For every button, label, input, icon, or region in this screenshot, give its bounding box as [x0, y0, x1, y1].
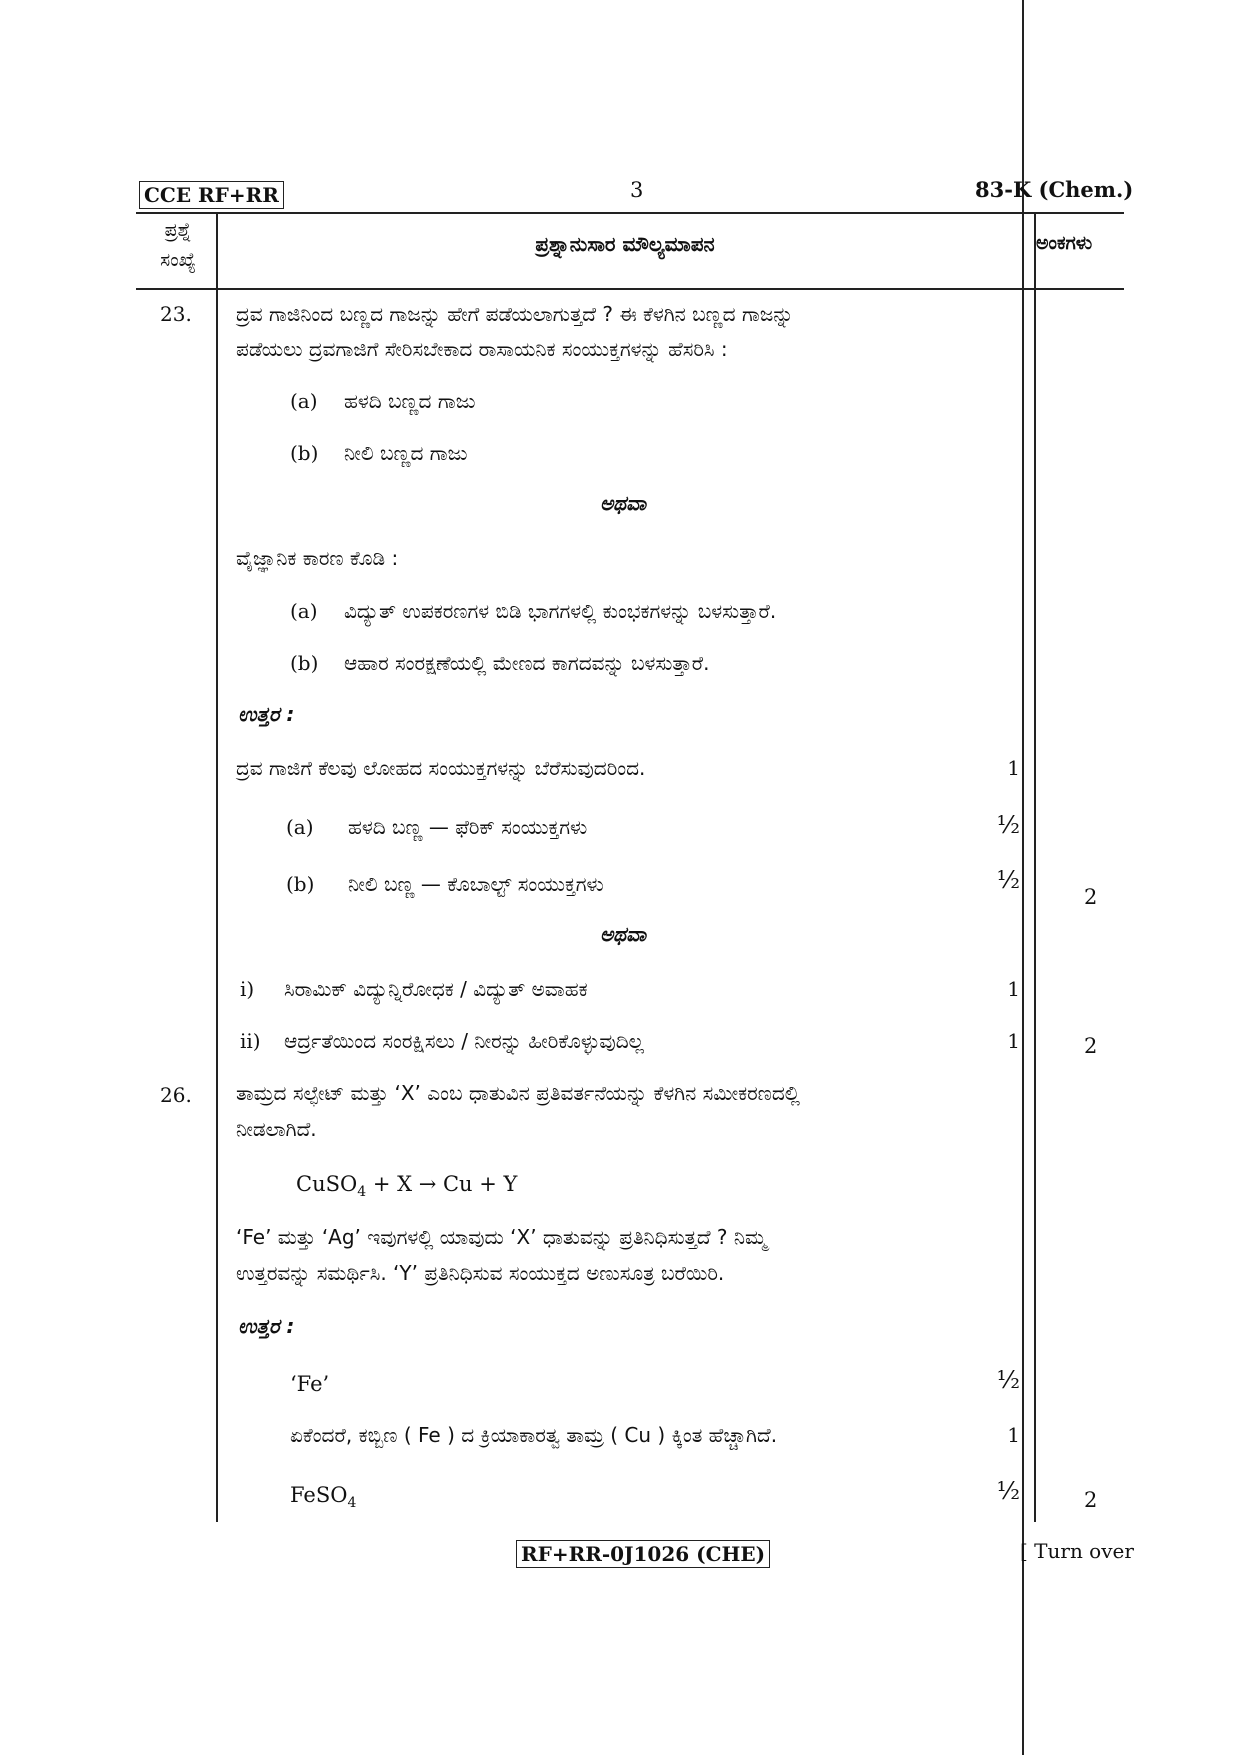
q23-answer-a-label: (a) — [286, 815, 314, 839]
q26-answer-3 — [290, 1481, 356, 1517]
q26-question-line3: ‘Fe’ ಮತ್ತು ‘Ag’ ಇವುಗಳಲ್ಲಿ ಯಾವುದು ‘X’ ಧಾತುವನ್ನು ಪ್ರತಿನಿಧಿಸುತ್ತದೆ ? ನಿಮ್ಮ — [236, 1225, 767, 1249]
header-code-box: CCE RF+RR — [139, 181, 284, 209]
q23-answer-b-mark: ½ — [996, 866, 1020, 894]
q26-answer-1: ‘Fe’ — [290, 1372, 330, 1396]
q23-alt-answer-ii: ಆರ್ದ್ರತೆಯಿಂದ ಸಂರಕ್ಷಿಸಲು / ನೀರನ್ನು ಹೀರಿಕೊಳ್ಳುವುದಿಲ್ಲ — [284, 1029, 644, 1053]
equation-rest: + X → Cu + Y — [372, 1172, 518, 1196]
q26-question-line4: ಉತ್ತರವನ್ನು ಸಮರ್ಥಿಸಿ. ‘Y’ ಪ್ರತಿನಿಧಿಸುವ ಸಂಯುಕ್ತದ ಅಣುಸೂತ್ರ ಬರೆಯಿರಿ. — [236, 1261, 725, 1285]
table-header-bottom-border — [136, 288, 1124, 290]
equation-subscript: 4 — [357, 1184, 367, 1200]
answer-formula-subscript: 4 — [347, 1495, 357, 1511]
q26-answer-label: ಉತ್ತರ : — [238, 1314, 295, 1338]
q26-answer-1-mark: ½ — [996, 1366, 1020, 1394]
table-top-border — [136, 212, 1124, 214]
q26-equation — [296, 1170, 517, 1206]
q23-answer-main-mark: 1 — [1007, 756, 1020, 780]
q23-answer-b: ನೀಲಿ ಬಣ್ಣ — ಕೊಬಾಲ್ಟ್ ಸಂಯುಕ್ತಗಳು — [348, 872, 604, 896]
q23-or-1: ಅಥವಾ — [600, 491, 646, 515]
q26-answer-2-mark: 1 — [1007, 1423, 1020, 1447]
page-number: 3 — [630, 178, 644, 202]
turn-over-label: [ Turn over — [1020, 1539, 1134, 1563]
header-subject-code: 83-K (Chem.) — [975, 177, 1134, 202]
col-evaluation-header: ಪ್ರಶ್ನಾನುಸಾರ ಮೌಲ್ಯಮಾಪನ — [535, 232, 715, 256]
q23-alt-question: ವೈಜ್ಞಾನಿಕ ಕಾರಣ ಕೊಡಿ : — [236, 546, 399, 570]
q23-alt-answer-i-mark: 1 — [1007, 977, 1020, 1001]
q26-question-line1: ತಾಮ್ರದ ಸಲ್ಫೇಟ್ ಮತ್ತು ‘X’ ಎಂಬ ಧಾತುವಿನ ಪ್ರತಿವರ್ತನೆಯನ್ನು ಕೆಳಗಿನ ಸಮೀಕರಣದಲ್ಲಿ — [236, 1081, 800, 1105]
q23-alt-answer-ii-label: ii) — [240, 1029, 261, 1053]
q23-opt-b: ನೀಲಿ ಬಣ್ಣದ ಗಾಜು — [344, 441, 468, 465]
q23-opt-a: ಹಳದಿ ಬಣ್ಣದ ಗಾಜು — [344, 389, 476, 413]
q23-opt-b-label: (b) — [290, 441, 319, 465]
equation-reactant: CuSO — [296, 1172, 358, 1196]
col-header-line2: ಸಂಖ್ಯೆ — [160, 249, 196, 271]
q23-or-2: ಅಥವಾ — [600, 922, 646, 946]
q23-total-marks-1: 2 — [1084, 885, 1098, 909]
column-divider-2 — [1034, 212, 1036, 1522]
q23-answer-a: ಹಳದಿ ಬಣ್ಣ — ಫೆರಿಕ್ ಸಂಯುಕ್ತಗಳು — [348, 815, 588, 839]
q23-alt-answer-ii-mark: 1 — [1007, 1029, 1020, 1053]
q23-answer-label: ಉತ್ತರ : — [238, 702, 295, 726]
q23-alt-answer-i: ಸಿರಾಮಿಕ್ ವಿದ್ಯುನ್ನಿರೋಧಕ / ವಿದ್ಯುತ್ ಅವಾಹಕ — [284, 977, 588, 1001]
q23-alt-a-label: (a) — [290, 599, 318, 623]
q26-question-line2: ನೀಡಲಾಗಿದೆ. — [236, 1117, 317, 1141]
q26-total-marks: 2 — [1084, 1488, 1098, 1512]
q23-total-marks-2: 2 — [1084, 1034, 1098, 1058]
q23-alt-a: ವಿದ್ಯುತ್ ಉಪಕರಣಗಳ ಬಿಡಿ ಭಾಗಗಳಲ್ಲಿ ಕುಂಭಕಗಳನ್ನು ಬಳಸುತ್ತಾರೆ. — [344, 599, 777, 623]
q23-alt-b: ಆಹಾರ ಸಂರಕ್ಷಣೆಯಲ್ಲಿ ಮೇಣದ ಕಾಗದವನ್ನು ಬಳಸುತ್ತಾರೆ. — [344, 651, 710, 675]
q23-alt-b-label: (b) — [290, 651, 319, 675]
q23-answer-b-label: (b) — [286, 872, 315, 896]
col-marks-header: ಅಂಕಗಳು — [1036, 232, 1093, 254]
q26-answer-2: ಏಕೆಂದರೆ, ಕಬ್ಬಿಣ ( Fe ) ದ ಕ್ರಿಯಾಕಾರತ್ವ ತಾಮ್ರ ( Cu ) ಕ್ಕಿಂತ ಹೆಚ್ಚಾಗಿದೆ. — [290, 1423, 778, 1447]
q23-question-line2: ಪಡೆಯಲು ದ್ರವಗಾಜಿಗೆ ಸೇರಿಸಬೇಕಾದ ರಾಸಾಯನಿಕ ಸಂಯುಕ್ತಗಳನ್ನು ಹೆಸರಿಸಿ : — [236, 337, 728, 361]
question-26-number: 26. — [160, 1083, 192, 1107]
q23-answer-main: ದ್ರವ ಗಾಜಿಗೆ ಕೆಲವು ಲೋಹದ ಸಂಯುಕ್ತಗಳನ್ನು ಬೆರೆಸುವುದರಿಂದ. — [236, 756, 646, 780]
question-23-number: 23. — [160, 302, 192, 326]
margin-line — [1022, 0, 1024, 1755]
q23-question-line1: ದ್ರವ ಗಾಜಿನಿಂದ ಬಣ್ಣದ ಗಾಜನ್ನು ಹೇಗೆ ಪಡೆಯಲಾಗುತ್ತದೆ ? ಈ ಕೆಳಗಿನ ಬಣ್ಣದ ಗಾಜನ್ನು — [236, 302, 794, 326]
q26-answer-3-mark: ½ — [996, 1477, 1020, 1505]
q23-alt-answer-i-label: i) — [240, 977, 255, 1001]
q23-answer-a-mark: ½ — [996, 811, 1020, 839]
column-divider-1 — [216, 212, 218, 1522]
q23-opt-a-label: (a) — [290, 389, 318, 413]
footer-code-box: RF+RR-0J1026 (CHE) — [516, 1540, 770, 1568]
col-header-line1: ಪ್ರಶ್ನೆ — [164, 219, 192, 241]
answer-formula: FeSO — [290, 1483, 348, 1507]
col-question-number-header — [140, 215, 216, 275]
